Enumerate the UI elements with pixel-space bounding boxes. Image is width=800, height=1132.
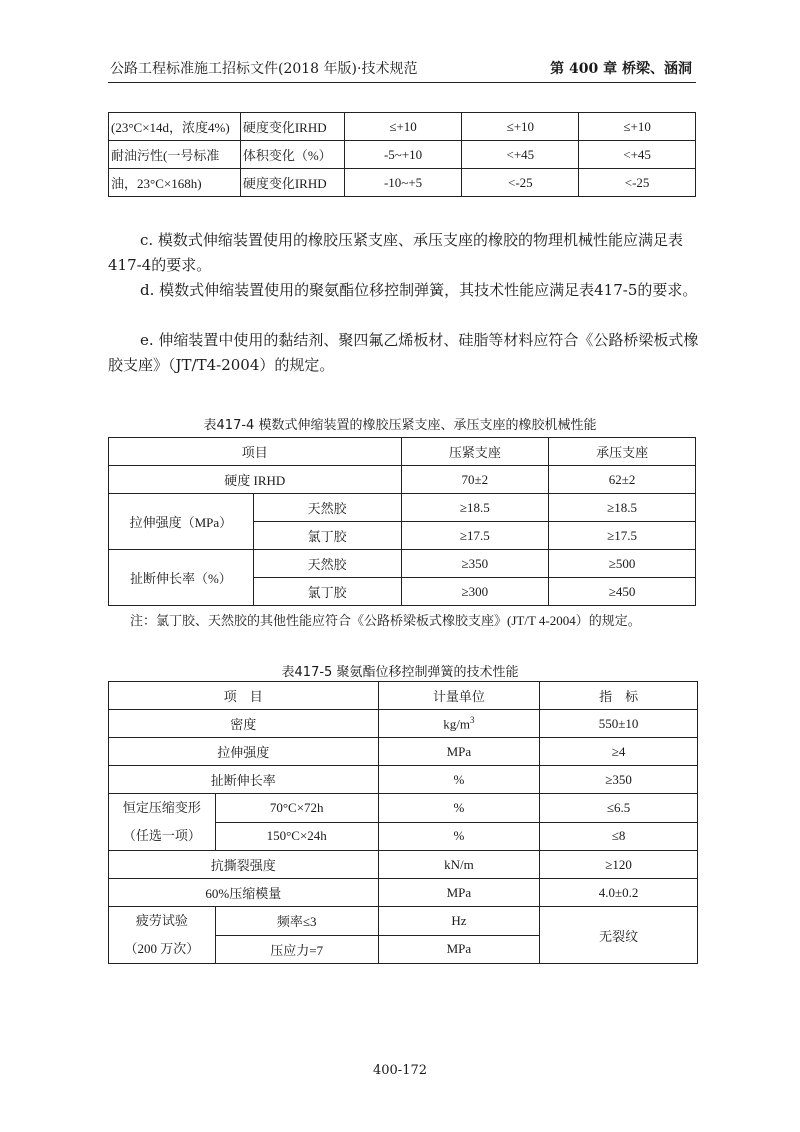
table-cell: 耐油污性(一号标准 — [109, 141, 241, 169]
table-cell: 硬度变化IRHD — [240, 169, 344, 197]
table-417-4 — [108, 437, 696, 606]
table-cell: ≥4 — [540, 738, 698, 766]
table-cell: % — [378, 766, 540, 794]
table-cell: -5~+10 — [344, 141, 462, 169]
table-row — [109, 494, 696, 522]
table-cell: MPa — [378, 738, 540, 766]
table-cell: 62±2 — [549, 466, 696, 494]
table-cell: ≤+10 — [579, 113, 696, 141]
header-cell: 承压支座 — [549, 438, 696, 466]
row-label-line: 疲劳试验 — [135, 913, 188, 928]
table-cell: 硬度变化IRHD — [240, 113, 344, 141]
table-cell: ≥120 — [540, 851, 698, 879]
table-cell: ≥350 — [401, 550, 549, 578]
table-cell: 油，23°C×168h) — [109, 169, 241, 197]
unit-superscript: 3 — [470, 714, 475, 725]
paragraph-c: c. 模数式伸缩装置使用的橡胶压紧支座、承压支座的橡胶的物理机械性能应满足表417-4的要求。 — [108, 231, 683, 274]
table-cell: 体积变化（%） — [240, 141, 344, 169]
table-cell: ≥17.5 — [401, 522, 549, 550]
table-cell: 频率≤3 — [215, 907, 378, 936]
table-cell: 70°C×72h — [215, 794, 378, 823]
row-label: 拉伸强度（MPa） — [109, 494, 254, 550]
table-cell: -10~+5 — [344, 169, 462, 197]
table-cell: 70±2 — [401, 466, 549, 494]
table-row — [109, 466, 696, 494]
row-label — [109, 907, 216, 964]
table-cell: <+45 — [462, 141, 579, 169]
table-cell: 氯丁胶 — [253, 578, 401, 606]
header-cell: 项目 — [109, 438, 402, 466]
table-cell: 天然胶 — [253, 494, 401, 522]
table-cell: % — [378, 794, 540, 823]
table-cell: ≥18.5 — [401, 494, 549, 522]
table-header-row — [109, 682, 698, 710]
table-row — [109, 710, 698, 738]
table-cell: ≤+10 — [462, 113, 579, 141]
table-cell: 4.0±0.2 — [540, 879, 698, 907]
paragraph-d: d. 模数式伸缩装置使用的聚氨酯位移控制弹簧，其技术性能应满足表417-5的要求。 — [140, 281, 698, 299]
header-cell: 指 标 — [540, 682, 698, 710]
row-label: 扯断伸长率（%） — [109, 550, 254, 606]
table-header-row — [109, 438, 696, 466]
table-cell: 氯丁胶 — [253, 522, 401, 550]
table-cell: ≥350 — [540, 766, 698, 794]
paragraph-e: e. 伸缩装置中使用的黏结剂、聚四氟乙烯板材、硅脂等材料应符合《公路桥梁板式橡胶支座》（JT/T4-2004）的规定。 — [108, 331, 699, 374]
table-row — [109, 907, 698, 936]
table-cell: ≥500 — [549, 550, 696, 578]
table-row — [109, 550, 696, 578]
continued-table — [108, 112, 696, 197]
table-cell — [378, 710, 540, 738]
table-cell: MPa — [378, 935, 540, 964]
header-chapter: 第 400 章 桥梁、涵洞 — [550, 61, 692, 77]
table-cell: 抗撕裂强度 — [109, 851, 379, 879]
header-cell: 项 目 — [109, 682, 379, 710]
table-row — [109, 738, 698, 766]
table-417-4-caption: 表417-4 模数式伸缩装置的橡胶压紧支座、承压支座的橡胶机械性能 — [203, 418, 597, 433]
header-divider — [108, 82, 696, 83]
row-label-line: 恒定压缩变形 — [122, 800, 201, 815]
table-cell: ≤+10 — [344, 113, 462, 141]
table-cell: ≥18.5 — [549, 494, 696, 522]
table-cell: 硬度 IRHD — [109, 466, 402, 494]
table-row — [109, 851, 698, 879]
table-row — [109, 113, 696, 141]
table-cell: ≥300 — [401, 578, 549, 606]
table-cell: kN/m — [378, 851, 540, 879]
header-cell: 计量单位 — [378, 682, 540, 710]
table-cell: 550±10 — [540, 710, 698, 738]
table-row — [109, 879, 698, 907]
table-cell: ≥450 — [549, 578, 696, 606]
table-417-5 — [108, 681, 698, 964]
table-cell: <-25 — [462, 169, 579, 197]
table-cell: 天然胶 — [253, 550, 401, 578]
table-cell: ≤8 — [540, 822, 698, 851]
table-cell: <-25 — [579, 169, 696, 197]
table-row — [109, 794, 698, 823]
table-cell: <+45 — [579, 141, 696, 169]
table-417-5-caption: 表417-5 聚氨酯位移控制弹簧的技术性能 — [281, 665, 519, 680]
table-row — [109, 141, 696, 169]
table-cell: 无裂纹 — [540, 907, 698, 964]
page-number: 400-172 — [372, 1063, 428, 1078]
row-label — [109, 794, 216, 851]
table-cell: % — [378, 822, 540, 851]
row-label-line: （200 万次） — [124, 941, 200, 956]
table-cell: MPa — [378, 879, 540, 907]
table-row — [109, 766, 698, 794]
table-cell: 扯断伸长率 — [109, 766, 379, 794]
table-cell: ≤6.5 — [540, 794, 698, 823]
table-cell: 压应力=7 — [215, 935, 378, 964]
table-row — [109, 169, 696, 197]
header-title: 公路工程标准施工招标文件(2018 年版)·技术规范 — [110, 61, 418, 77]
table-cell: ≥17.5 — [549, 522, 696, 550]
table-cell: 密度 — [109, 710, 379, 738]
table-cell: 150°C×24h — [215, 822, 378, 851]
table-417-4-note: 注：氯丁胶、天然胶的其他性能应符合《公路桥梁板式橡胶支座》(JT/T 4-2004）的规定。 — [130, 613, 641, 628]
unit-text: kg/m — [443, 716, 471, 732]
table-cell: 60%压缩模量 — [109, 879, 379, 907]
header-cell: 压紧支座 — [401, 438, 549, 466]
table-cell: Hz — [378, 907, 540, 936]
row-label-line: （任选一项） — [122, 828, 201, 843]
table-cell: (23°C×14d，浓度4%) — [109, 113, 241, 141]
table-cell: 拉伸强度 — [109, 738, 379, 766]
